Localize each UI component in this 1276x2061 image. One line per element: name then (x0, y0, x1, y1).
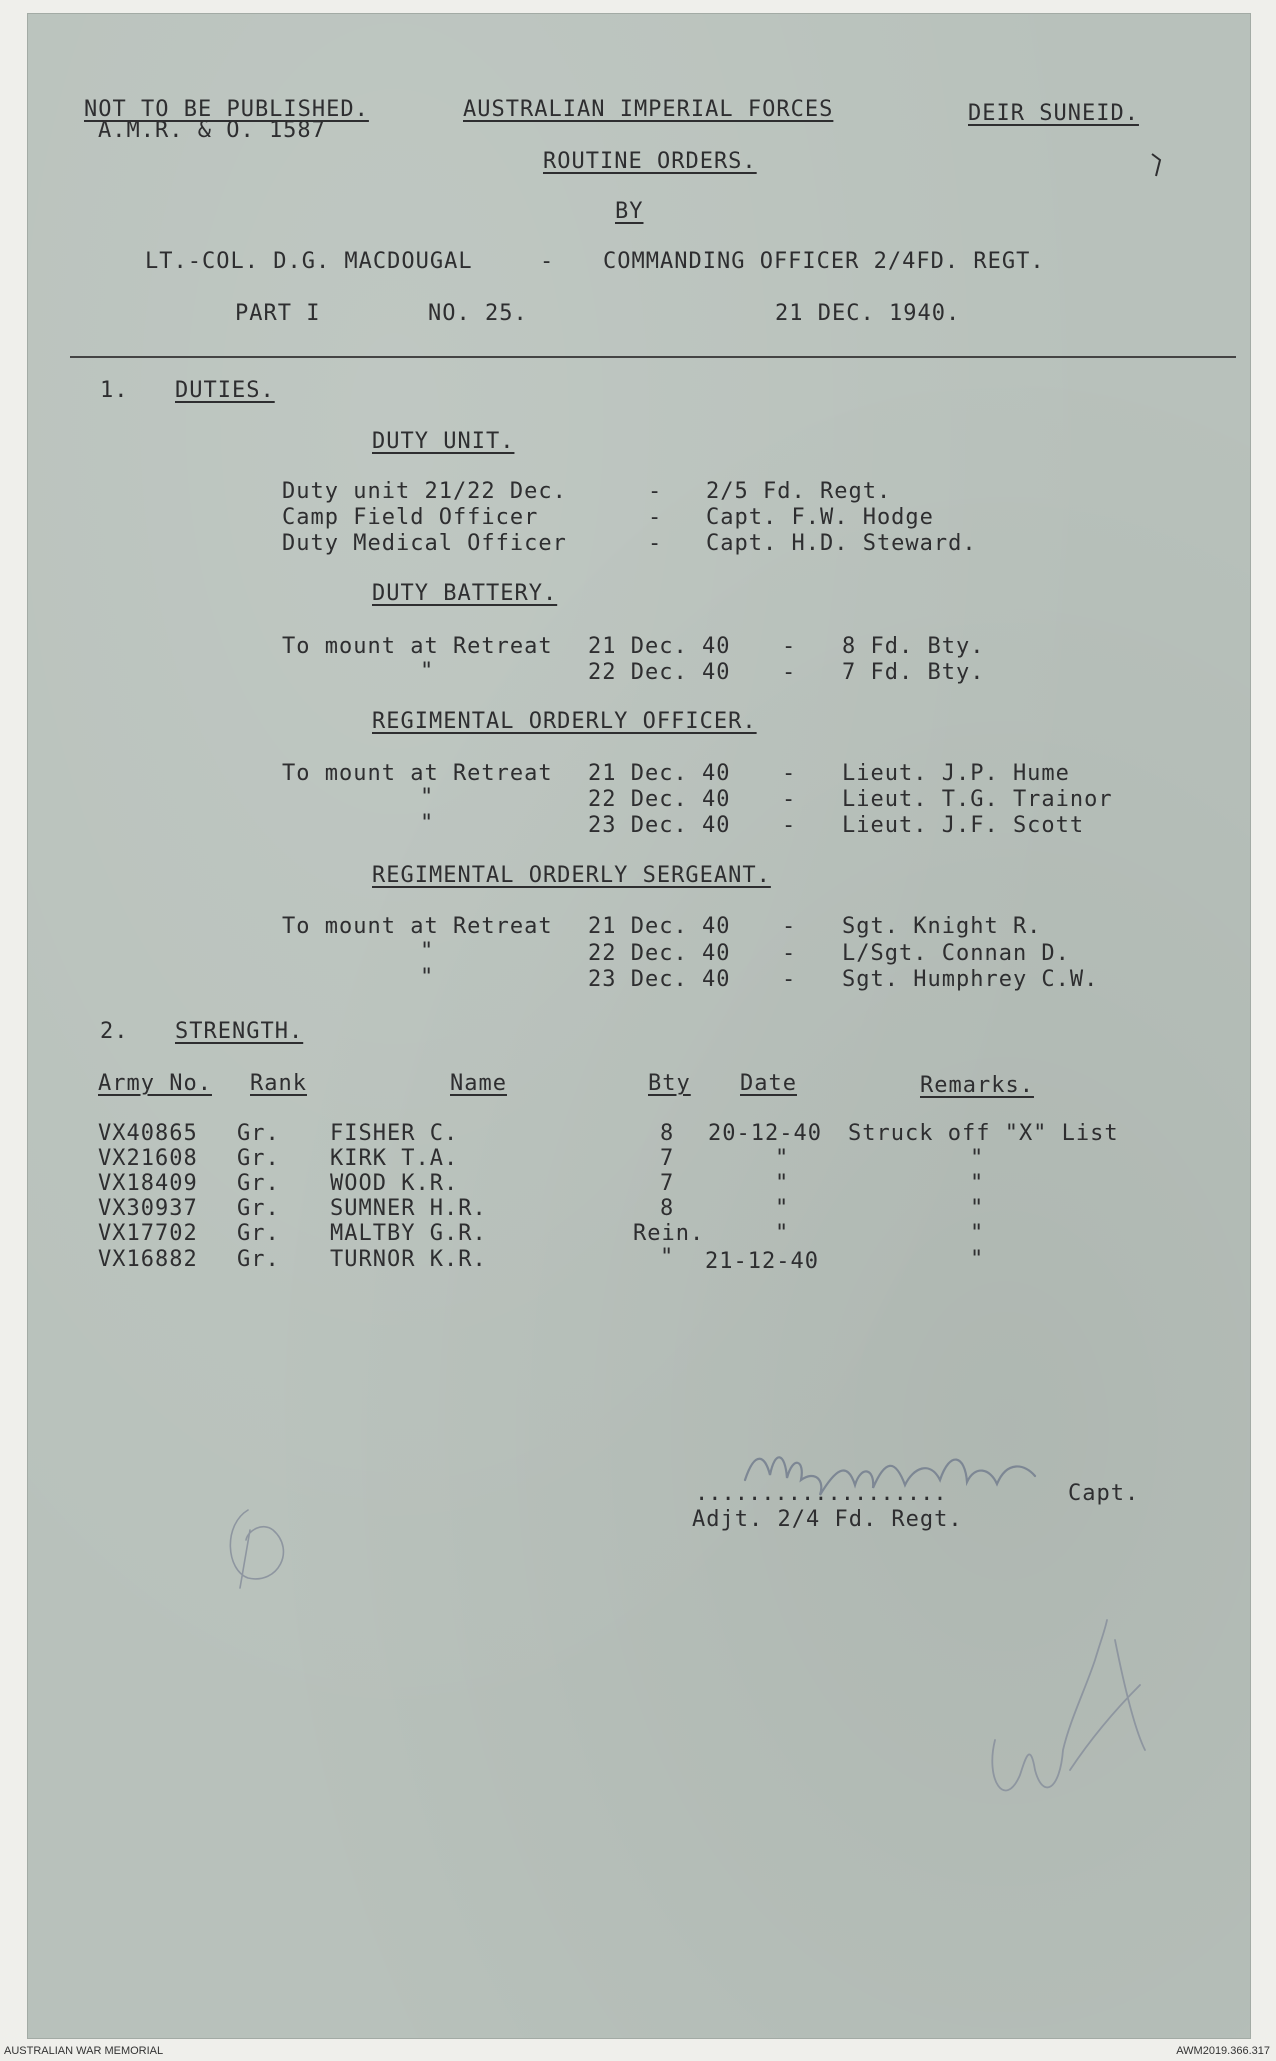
force-name: AUSTRALIAN IMPERIAL FORCES (463, 97, 834, 122)
duty-lead: To mount at Retreat (282, 914, 553, 939)
section-number: 1. (100, 378, 129, 403)
duty-value: 2/5 Fd. Regt. (706, 479, 892, 504)
col-header-name: Name (450, 1071, 507, 1096)
battery: Rein. (633, 1221, 705, 1246)
duty-lead: To mount at Retreat (282, 634, 553, 659)
remarks: " (970, 1247, 985, 1272)
battery: " (660, 1245, 675, 1270)
signature-dots: ................... (695, 1481, 947, 1506)
remarks: " (970, 1196, 985, 1221)
duty-value: L/Sgt. Connan D. (842, 941, 1070, 966)
orderly-officer-heading: REGIMENTAL ORDERLY OFFICER. (372, 709, 757, 734)
document-type: ROUTINE ORDERS. (543, 149, 757, 174)
entry-date: " (775, 1146, 790, 1171)
duty-label: Duty Medical Officer (282, 531, 567, 556)
duty-dash: - (782, 761, 797, 786)
rank: Gr. (237, 1171, 280, 1196)
rank: Gr. (237, 1146, 280, 1171)
duty-label: Camp Field Officer (282, 505, 539, 530)
army-number: VX16882 (98, 1247, 198, 1272)
army-number: VX18409 (98, 1171, 198, 1196)
by-label: BY (615, 199, 644, 224)
duty-date: 23 Dec. 40 (588, 813, 731, 838)
duty-dash: - (782, 634, 797, 659)
soldier-name: KIRK T.A. (330, 1146, 459, 1171)
order-date: 21 DEC. 1940. (775, 301, 961, 326)
pencil-mark (218, 1500, 298, 1590)
duty-value: Lieut. J.F. Scott (842, 813, 1085, 838)
rank: Gr. (237, 1196, 280, 1221)
section-number: 2. (100, 1019, 129, 1044)
commander-name: LT.-COL. D.G. MACDOUGAL (145, 249, 473, 274)
army-number: VX30937 (98, 1196, 198, 1221)
section-title: STRENGTH. (175, 1019, 304, 1044)
header-rule (70, 356, 1236, 358)
soldier-name: SUMNER H.R. (330, 1196, 487, 1221)
battery: 8 (660, 1196, 675, 1221)
duty-dash: - (782, 967, 797, 992)
entry-date: " (775, 1171, 790, 1196)
remarks: " (970, 1221, 985, 1246)
ditto-mark: " (420, 659, 435, 684)
soldier-name: WOOD K.R. (330, 1171, 459, 1196)
col-header-date: Date (740, 1071, 797, 1096)
duty-dash: - (782, 914, 797, 939)
duty-dash: - (782, 813, 797, 838)
battery: 8 (660, 1121, 675, 1146)
commander-dash: - (540, 249, 555, 274)
ditto-mark: " (420, 939, 435, 964)
rank: Gr. (237, 1121, 280, 1146)
duty-date: 21 Dec. 40 (588, 634, 731, 659)
duty-value: Lieut. T.G. Trainor (842, 787, 1113, 812)
entry-date: 21-12-40 (705, 1249, 819, 1274)
footer-left: AUSTRALIAN WAR MEMORIAL (4, 2045, 164, 2057)
duty-date: 23 Dec. 40 (588, 967, 731, 992)
army-number: VX17702 (98, 1221, 198, 1246)
col-header-remarks: Remarks. (920, 1073, 1034, 1098)
duty-battery-heading: DUTY BATTERY. (372, 581, 558, 606)
col-header-rank: Rank (250, 1071, 307, 1096)
footer-right: AWM2019.366.317 (1176, 2045, 1270, 2057)
ditto-mark: " (420, 785, 435, 810)
section-title: DUTIES. (175, 378, 275, 403)
remarks: " (970, 1146, 985, 1171)
remarks: " (970, 1171, 985, 1196)
ditto-mark: " (420, 965, 435, 990)
duty-value: Sgt. Humphrey C.W. (842, 967, 1099, 992)
duty-dash: - (782, 787, 797, 812)
duty-lead: To mount at Retreat (282, 761, 553, 786)
rank: Gr. (237, 1221, 280, 1246)
duty-value: 8 Fd. Bty. (842, 634, 985, 659)
duty-dash: - (648, 531, 663, 556)
part-label: PART I (235, 301, 321, 326)
reference-number: A.M.R. & O. 1587 (98, 118, 326, 143)
duty-date: 21 Dec. 40 (588, 914, 731, 939)
duty-dash: - (648, 479, 663, 504)
duty-value: Capt. H.D. Steward. (706, 531, 977, 556)
battery: 7 (660, 1171, 675, 1196)
order-number: NO. 25. (428, 301, 528, 326)
signature-rank: Capt. (1068, 1481, 1140, 1506)
duty-dash: - (782, 660, 797, 685)
signature-title: Adjt. 2/4 Fd. Regt. (692, 1507, 963, 1532)
duty-date: 22 Dec. 40 (588, 941, 731, 966)
soldier-name: TURNOR K.R. (330, 1247, 487, 1272)
duty-unit-heading: DUTY UNIT. (372, 429, 515, 454)
orderly-sergeant-heading: REGIMENTAL ORDERLY SERGEANT. (372, 863, 771, 888)
pencil-initials (975, 1600, 1155, 1820)
commander-role: COMMANDING OFFICER 2/4FD. REGT. (603, 249, 1045, 274)
not-published-notice: NOT TO BE PUBLISHED. (84, 97, 369, 122)
duty-value: Sgt. Knight R. (842, 914, 1042, 939)
soldier-name: FISHER C. (330, 1121, 459, 1146)
army-number: VX21608 (98, 1146, 198, 1171)
duty-dash: - (782, 941, 797, 966)
ditto-mark: " (420, 811, 435, 836)
duty-value: 7 Fd. Bty. (842, 660, 985, 685)
duty-date: 22 Dec. 40 (588, 787, 731, 812)
battery: 7 (660, 1146, 675, 1171)
duty-value: Capt. F.W. Hodge (706, 505, 934, 530)
rank: Gr. (237, 1247, 280, 1272)
duty-date: 22 Dec. 40 (588, 660, 731, 685)
soldier-name: MALTBY G.R. (330, 1221, 487, 1246)
army-number: VX40865 (98, 1121, 198, 1146)
duty-dash: - (648, 505, 663, 530)
duty-value: Lieut. J.P. Hume (842, 761, 1070, 786)
handwritten-signature (735, 1440, 1055, 1520)
col-header-army-no: Army No. (98, 1071, 212, 1096)
duty-date: 21 Dec. 40 (588, 761, 731, 786)
duty-label: Duty unit 21/22 Dec. (282, 479, 567, 504)
entry-date: " (775, 1221, 790, 1246)
stray-mark (1148, 150, 1168, 180)
col-header-bty: Bty (648, 1071, 691, 1096)
remarks: Struck off "X" List (848, 1121, 1119, 1146)
entry-date: " (775, 1196, 790, 1221)
entry-date: 20-12-40 (708, 1121, 822, 1146)
location: DEIR SUNEID. (968, 101, 1139, 126)
